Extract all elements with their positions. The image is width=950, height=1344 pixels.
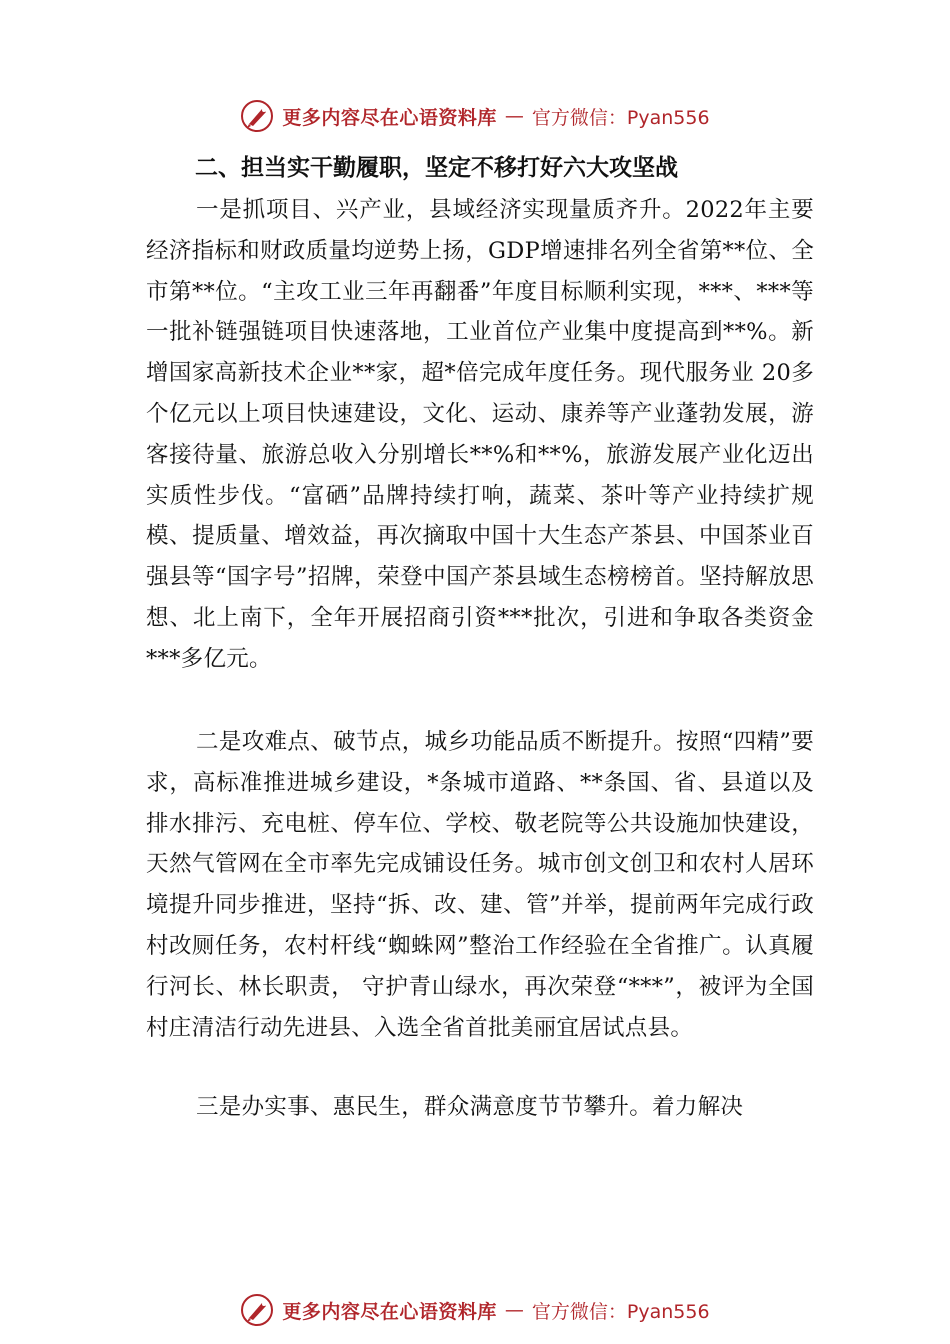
paragraph-projects: 一是抓项目、兴产业，县域经济实现量质齐升。2022年主要经济指标和财政质量均逆势上扬，GDP增速排名列全省第**位、全市第**位。“主攻工业三年再翻番”年度目标顺利实现，***、***等一批补链强链项目快速落地，工业首位产业集中度提高到**%。新增国家高新技术企业**家，超*倍完成年度任务。现代服务业 20多个亿元以上项目快速建设，文化、运动、康养等产业蓬勃发展，游客接待量、旅游总收入分别增长**%和**%，旅游发展产业化迈出实质性步伐。“富硒”品牌持续打响，蔬菜、茶叶等产业持续扩规模、提质量、增效益，再次摘取中国十大生态产茶县、中国茶业百强县等“国字号”招牌，荣登中国产茶县域生态榜榜首。坚持解放思想、北上南下，全年开展招商引资***批次，引进和争取各类资金***多亿元。 [146, 197, 814, 672]
pen-nib-icon [240, 1293, 274, 1327]
banner-separator: — [504, 1299, 524, 1321]
paragraph-livelihood: 三是办实事、惠民生，群众满意度节节攀升。着力解决 [196, 1094, 744, 1120]
banner-separator: — [504, 105, 524, 127]
footer-watermark-banner [0, 1290, 950, 1330]
banner-library-text: 更多内容尽在心语资料库 [282, 1300, 497, 1323]
banner-wechat-text: 官方微信：Pyan556 [531, 1300, 710, 1323]
paragraph-urban-rural: 二是攻难点、破节点，城乡功能品质不断提升。按照“四精”要求，高标准推进城乡建设，*条城市道路、**条国、省、县道以及排水排污、充电桩、停车位、学校、敬老院等公共设施加快建设，天然气管网在全市率先完成铺设任务。城市创文创卫和农村人居环境提升同步推进，坚持“拆、改、建、管”并举，提前两年完成行政村改厕任务，农村杆线“蜘蛛网”整治工作经验在全省推广。认真履行河长、林长职责， 守护青山绿水，再次荣登“***”，被评为全国村庄清洁行动先进县、入选全省首批美丽宜居试点县。 [146, 729, 814, 1041]
section-heading: 二、担当实干勤履职，坚定不移打好六大攻坚战 [195, 155, 678, 181]
pen-nib-icon [240, 99, 274, 133]
banner-library-text: 更多内容尽在心语资料库 [282, 106, 497, 129]
banner-wechat-text: 官方微信：Pyan556 [531, 106, 710, 129]
header-watermark-banner [0, 96, 950, 136]
